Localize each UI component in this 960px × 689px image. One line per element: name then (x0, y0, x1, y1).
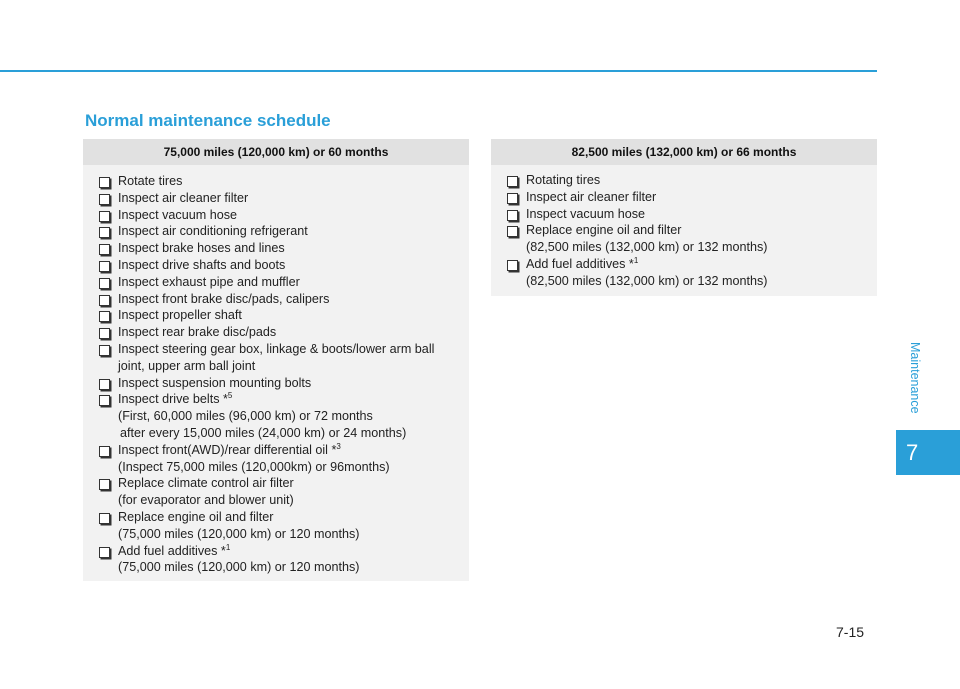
item-detail: (Inspect 75,000 miles (120,000km) or 96months) (118, 459, 390, 474)
checklist-item (99, 291, 453, 308)
checkbox-icon (99, 446, 110, 457)
checkbox-icon (99, 295, 110, 306)
item-detail: after every 15,000 miles (24,000 km) or 24 months) (120, 425, 407, 440)
checklist-item-text (118, 376, 311, 390)
item-label: Inspect propeller shaft (118, 308, 242, 323)
item-label: Inspect front(AWD)/rear differential oil * (118, 442, 337, 457)
checklist-item (99, 240, 453, 257)
left-panel-header: 75,000 miles (120,000 km) or 60 months (83, 139, 469, 165)
checklist-item (99, 207, 453, 224)
item-label: Inspect air cleaner filter (118, 190, 249, 205)
item-label: Replace climate control air filter (118, 476, 294, 491)
item-label: Inspect suspension mounting bolts (118, 375, 312, 390)
right-panel-header: 82,500 miles (132,000 km) or 66 months (491, 139, 877, 165)
item-detail: (82,500 miles (132,000 km) or 132 months) (526, 240, 768, 255)
right-schedule-panel (491, 139, 877, 296)
checklist-item-text (118, 292, 329, 306)
top-rule (0, 70, 877, 72)
checklist-item-text (118, 258, 285, 272)
item-detail: (82,500 miles (132,000 km) or 132 months) (526, 273, 768, 288)
left-item-list (83, 165, 469, 582)
chapter-number-tab (896, 430, 960, 475)
checklist-item (99, 257, 453, 274)
checklist-item (99, 324, 453, 341)
checklist-item-text (118, 224, 308, 238)
checklist-item-text (526, 223, 681, 237)
item-label: Add fuel additives * (526, 256, 634, 271)
item-label: Inspect drive shafts and boots (118, 257, 286, 272)
checklist-item (507, 172, 861, 189)
checklist-item (99, 475, 453, 509)
footnote-marker: 1 (633, 255, 639, 265)
checklist-item-text (118, 510, 273, 524)
checklist-item (507, 222, 861, 256)
checkbox-icon (507, 193, 518, 204)
checklist-item (99, 274, 453, 291)
checkbox-icon (99, 479, 110, 490)
checklist-item-text (118, 476, 294, 490)
checklist-item-text (118, 208, 237, 222)
item-label: Rotating tires (526, 173, 601, 187)
checklist-item-text (526, 190, 656, 204)
item-label: Inspect rear brake disc/pads (118, 325, 277, 340)
item-label: Inspect vacuum hose (526, 206, 646, 221)
item-label: Rotate tires (118, 174, 183, 188)
checkbox-icon (99, 227, 110, 238)
checklist-item-text (118, 325, 276, 339)
checkbox-icon (507, 260, 518, 271)
item-label: Replace engine oil and filter (118, 509, 274, 524)
checklist-item-text (526, 257, 638, 271)
chapter-number: 7 (906, 440, 919, 465)
checkbox-icon (507, 176, 518, 187)
item-label: Inspect air conditioning refrigerant (118, 224, 308, 239)
checklist-item-text (526, 173, 600, 187)
page-number: 7-15 (836, 624, 865, 640)
checklist-item (99, 509, 453, 543)
item-detail: (for evaporator and blower unit) (118, 493, 294, 508)
checkbox-icon (99, 547, 110, 558)
left-schedule-panel (83, 139, 469, 581)
checklist-item-text (118, 392, 232, 406)
checklist-item (99, 543, 453, 577)
footnote-marker: 3 (336, 441, 341, 451)
item-label: Inspect brake hoses and lines (118, 241, 285, 256)
item-label: Add fuel additives * (118, 543, 226, 558)
checkbox-icon (507, 226, 518, 237)
item-label: Inspect vacuum hose (118, 207, 238, 222)
right-item-list (491, 165, 877, 296)
checkbox-icon (99, 194, 110, 205)
item-label: Inspect drive belts * (118, 392, 228, 407)
item-label: Inspect air cleaner filter (526, 189, 657, 204)
checkbox-icon (99, 177, 110, 188)
item-label: Inspect steering gear box, linkage & boots/lower arm ball (118, 341, 435, 356)
item-detail: joint, upper arm ball joint (118, 358, 256, 373)
checkbox-icon (507, 210, 518, 221)
checkbox-icon (99, 328, 110, 339)
checkbox-icon (99, 278, 110, 289)
checklist-item (507, 256, 861, 290)
checkbox-icon (99, 261, 110, 272)
footnote-marker: 1 (225, 542, 231, 552)
checklist-item (99, 391, 453, 441)
footnote-marker: 5 (227, 391, 233, 401)
checkbox-icon (99, 513, 110, 524)
checklist-item-text (526, 207, 645, 221)
item-label: Inspect front brake disc/pads, calipers (118, 291, 330, 306)
checkbox-icon (99, 395, 110, 406)
checkbox-icon (99, 244, 110, 255)
checkbox-icon (99, 379, 110, 390)
checklist-item-text (118, 544, 230, 558)
checklist-item (99, 375, 453, 392)
checklist-item (99, 190, 453, 207)
checklist-item (507, 189, 861, 206)
checklist-item (99, 442, 453, 476)
item-label: Replace engine oil and filter (526, 223, 682, 238)
checklist-item-text (118, 308, 242, 322)
section-title: Normal maintenance schedule (85, 111, 331, 130)
item-detail: (75,000 miles (120,000 km) or 120 months) (118, 526, 360, 541)
checkbox-icon (99, 345, 110, 356)
checkbox-icon (99, 211, 110, 222)
item-detail: (75,000 miles (120,000 km) or 120 months) (118, 560, 360, 575)
checklist-item-text (118, 342, 434, 356)
checklist-item (99, 223, 453, 240)
checkbox-icon (99, 311, 110, 322)
checklist-item-text (118, 174, 182, 188)
checklist-item (99, 307, 453, 324)
checklist-item-text (118, 443, 341, 457)
checklist-item-text (118, 191, 248, 205)
checklist-item-text (118, 275, 300, 289)
checklist-item (99, 341, 453, 375)
checklist-item (507, 206, 861, 223)
item-detail: (First, 60,000 miles (96,000 km) or 72 months (118, 409, 373, 424)
item-label: Inspect exhaust pipe and muffler (118, 274, 300, 289)
checklist-item (99, 173, 453, 190)
chapter-side-label: Maintenance (908, 342, 922, 414)
checklist-item-text (118, 241, 285, 255)
